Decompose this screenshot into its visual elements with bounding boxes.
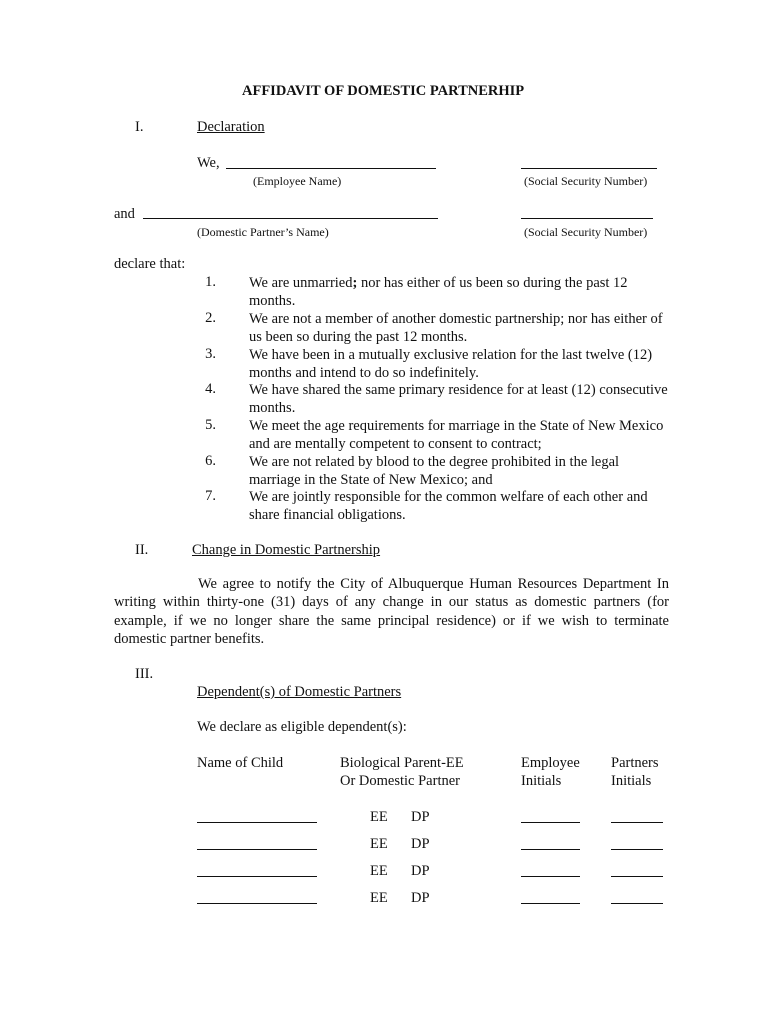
partner-name-caption: (Domestic Partner’s Name) — [197, 225, 329, 239]
list-item-number: 6. — [205, 453, 216, 469]
section-3-heading: Dependent(s) of Domestic Partners — [197, 684, 402, 700]
list-item-text: We have shared the same primary residence for at least (12) consecutive months. — [249, 382, 668, 416]
section-1-numeral: I. — [135, 119, 144, 135]
employee-initials-field[interactable] — [521, 822, 580, 823]
column-header-partner-line1: Partners — [611, 755, 659, 771]
partner-initials-field[interactable] — [611, 903, 663, 904]
list-item-number: 5. — [205, 417, 216, 433]
child-name-field[interactable] — [197, 822, 317, 823]
section-1-heading: Declaration — [197, 119, 265, 135]
column-header-parent-line1: Biological Parent-EE — [340, 755, 464, 771]
employee-name-field[interactable] — [226, 168, 436, 169]
employee-ssn-field[interactable] — [521, 168, 657, 169]
column-header-child: Name of Child — [197, 755, 284, 771]
employee-initials-field[interactable] — [521, 849, 580, 850]
list-item-text: We meet the age requirements for marriage in the State of New Mexico and are mentally competent to consent to contract; — [249, 418, 664, 452]
list-item-number: 2. — [205, 310, 216, 326]
column-header-parent-line2: Or Domestic Partner — [340, 773, 460, 789]
child-name-field[interactable] — [197, 849, 317, 850]
partner-initials-field[interactable] — [611, 822, 663, 823]
partner-name-field[interactable] — [143, 218, 438, 219]
employee-ssn-caption: (Social Security Number) — [524, 174, 648, 188]
column-header-employee-line2: Initials — [521, 773, 562, 789]
list-item-number: 4. — [205, 381, 216, 397]
ee-option[interactable]: EE — [370, 836, 388, 852]
child-name-field[interactable] — [197, 876, 317, 877]
partner-initials-field[interactable] — [611, 849, 663, 850]
section-2-paragraph: We agree to notify the City of Albuquerque Human Resources Department In writing within thirty-one (31) days of any change in our status as domestic partners (for example, if we no longer share the same principal residence) or if we wish to terminate domestic partner benefits. — [114, 576, 669, 647]
we-label: We, — [197, 155, 220, 171]
column-header-employee-line1: Employee — [521, 755, 580, 771]
column-header-partner-line2: Initials — [611, 773, 652, 789]
ee-option[interactable]: EE — [370, 809, 388, 825]
list-item-text: We are not a member of another domestic partnership; nor has either of us been so during the past 12 months. — [249, 311, 663, 345]
dependents-intro: We declare as eligible dependent(s): — [197, 719, 407, 735]
partner-ssn-caption: (Social Security Number) — [524, 225, 648, 239]
section-3-numeral: III. — [135, 666, 154, 682]
declare-label: declare that: — [114, 256, 186, 272]
dp-option[interactable]: DP — [411, 863, 430, 879]
document-title: AFFIDAVIT OF DOMESTIC PARTNERHIP — [242, 83, 525, 99]
employee-initials-field[interactable] — [521, 903, 580, 904]
dp-option[interactable]: DP — [411, 809, 430, 825]
and-label: and — [114, 206, 135, 222]
list-item-text: We are unmarried; nor has either of us been so during the past 12 months. — [249, 275, 628, 309]
employee-name-caption: (Employee Name) — [253, 174, 342, 188]
list-item-text: We are jointly responsible for the common welfare of each other and share financial obligations. — [249, 489, 648, 523]
ee-option[interactable]: EE — [370, 890, 388, 906]
partner-ssn-field[interactable] — [521, 218, 653, 219]
list-item-number: 1. — [205, 274, 216, 290]
child-name-field[interactable] — [197, 903, 317, 904]
ee-option[interactable]: EE — [370, 863, 388, 879]
list-item-number: 7. — [205, 488, 216, 504]
list-item-number: 3. — [205, 346, 216, 362]
partner-initials-field[interactable] — [611, 876, 663, 877]
employee-initials-field[interactable] — [521, 876, 580, 877]
list-item-text: We have been in a mutually exclusive relation for the last twelve (12) months and intend to do so indefinitely. — [249, 347, 653, 381]
list-item-text: We are not related by blood to the degree prohibited in the legal marriage in the State of New Mexico; and — [249, 454, 620, 488]
section-2-heading: Change in Domestic Partnership — [192, 542, 381, 558]
dp-option[interactable]: DP — [411, 890, 430, 906]
dp-option[interactable]: DP — [411, 836, 430, 852]
section-2-numeral: II. — [135, 542, 149, 558]
